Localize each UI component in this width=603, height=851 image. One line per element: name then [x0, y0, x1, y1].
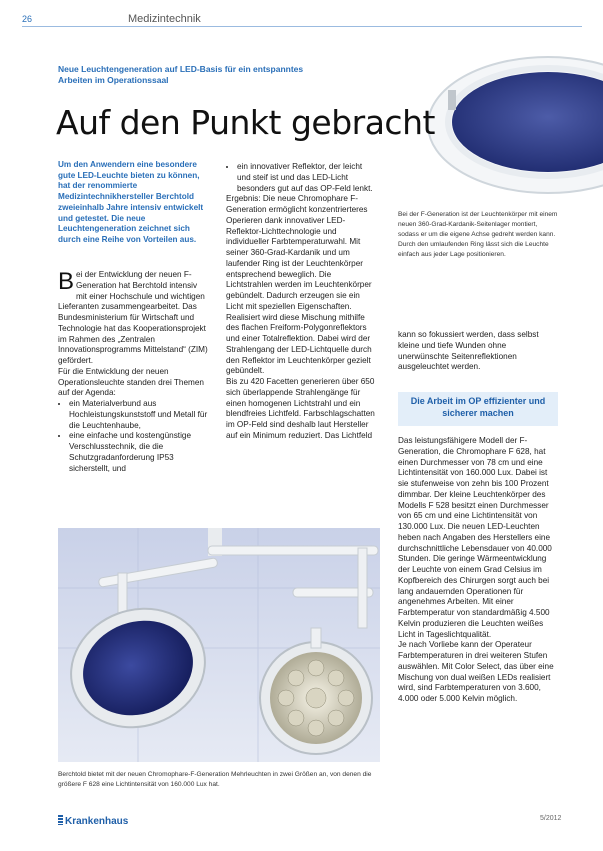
col1-para1: ei der Entwicklung der neuen F-Generation hat Berchtold intensiv mit einer Hochschule und wichtigen Lieferanten zusammengearbeitet. Das Bundesministerium für Wirtschaft und Technologie hat das Kooperationsprojekt im Rahmen des „Zentralen Innovationsprogramms Mittelstand“ (ZIM) gefördert. — [58, 270, 208, 365]
column-1 — [58, 270, 210, 474]
headline: Auf den Punkt gebracht — [56, 103, 435, 142]
col4-para1: Das leistungsfähigere Modell der F-Generation, die Chromophare F 628, hat einen Durchmesser von 78 cm und eine Lichtintensität von 160.000 Lux. Dabei ist sie stufenweise von zehn bis 100 Prozent dimmbar. Der kleine Leuchtenkörper des Modells F 528 besitzt einen Durchmesser von 65 cm und eine Lichtintensität von 130.000 Lux. Die neuen LED-Leuchten heben nach Angaben des Herstellers eine durchschnittliche Lebensdauer von 40.000 Stunden. Die geringe Wärmeentwicklung der Leuchte von einem Grad Celsius im Kopfbereich des Chirurgen sorgt auch bei lang andauernden Operationen für angenehmes Arbeiten. Mit einer Farbtemperatur von standardmäßig 4.500 Kelvin produzieren die Leuchten weißes Licht in Tageslichtqualität. — [398, 436, 552, 639]
issue-number: 5/2012 — [540, 815, 562, 822]
section-title: Medizintechnik — [128, 13, 201, 25]
column-3 — [398, 330, 554, 373]
header-rule — [22, 26, 582, 27]
caption-top: Bei der F-Generation ist der Leuchtenkörper mit einem neuen 360-Grad-Kardanik-Seitenlager montiert, sodass er um die eigene Achse gedreht werden kann. Durch den umlaufenden Ring lässt sich die Leuchte einfach aus jeder Lage positionieren. — [398, 211, 558, 258]
col3-para1: kann so fokussiert werden, dass selbst kleine und tiefe Wunden ohne unerwünschte Seitenreflektionen ausgeleuchtet werden. — [398, 330, 539, 372]
surgical-lights-photo — [58, 528, 380, 762]
col2-para1: Ergebnis: Die neue Chromophare F-Generation ermöglicht konzentrierteres Operieren dank innovativer LED-Reflektor-Lichttechnologie und individueller Farbtemperaturwahl. Mit seiner 360-Grad-Kardanik und um laufender Ring ist der Leuchtenkörper entsprechend beweglich. Die Lichtstrahlen werden im Leuchtenkörper gebündelt. Dadurch erzeugen sie ein Licht mit speziellen Eigenschaften. Realisiert wird diese Mischung mithilfe des flachen Freiform-Polygonreflektors und einer Totalreflektion. Dabei wird der Strahlengang der LED-Lichtquelle durch den Reflektor im Leuchtenkörper gezielt gebündelt. — [226, 194, 372, 376]
col2-para2: Bis zu 420 Facetten generieren über 650 sich überlappende Strahlengänge für einen homogenen Lichtstrahl und ein blendfreies Lichtfeld. Farbschlagschatten im OP-Feld sind deshalb laut Hersteller auf ein Minimum reduziert. Das Lichtfeld — [226, 377, 375, 440]
col1-para2: Für die Entwicklung der neuen Operationsleuchte standen drei Themen auf der Agenda: — [58, 366, 204, 398]
drop-cap: B — [58, 268, 75, 295]
bullet-2: • eine einfache und kostengünstige Verschlusstechnik, die die Schutzgradanforderung IP53 sicherstellt, und — [69, 431, 210, 474]
col4-para2: Je nach Vorliebe kann der Operateur Farbtemperaturen in drei weiteren Stufen auswählen. Mit Color Select, das über eine Mischung von dual weißen LEDs realisiert wird, sind Farbtemperaturen von 3.600, 4.000 oder 5.000 Kelvin möglich. — [398, 640, 554, 703]
column-4 — [398, 436, 554, 705]
bullet-3: • ein innovativer Reflektor, der leicht und steif ist und das LED-Licht besonders gut auf das OP-Feld lenkt. — [237, 162, 378, 194]
column-2 — [226, 162, 378, 442]
subhead: Die Arbeit im OP effizienter und sicherer machen — [410, 396, 546, 418]
brand-name: Krankenhaus — [65, 816, 129, 827]
intro-paragraph: Um den Anwendern eine besondere gute LED-Leuchte bieten zu können, hat der renommierte Medizintechnikhersteller Berchtold zweieinhalb Jahre intensiv entwickelt und getestet. Die neue Leuchtengeneration zeichnet sich durch eine Reihe von Vorteilen aus. — [58, 160, 204, 244]
publication-brand — [58, 815, 128, 827]
bullet-1: • ein Materialverbund aus Hochleistungskunststoff und Metall für die Leuchtenhaube, — [69, 399, 210, 431]
page-number: 26 — [22, 14, 33, 24]
brand-logo-icon — [58, 815, 63, 825]
kicker: Neue Leuchtengeneration auf LED-Basis für ein entspanntes Arbeiten im Operationssaal — [58, 64, 304, 85]
caption-bottom: Berchtold bietet mit der neuen Chromophare-F-Generation Mehrleuchten in zwei Größen an, von denen die größere F 628 eine Lichtintensität von 160.000 Lux hat. — [58, 771, 372, 788]
